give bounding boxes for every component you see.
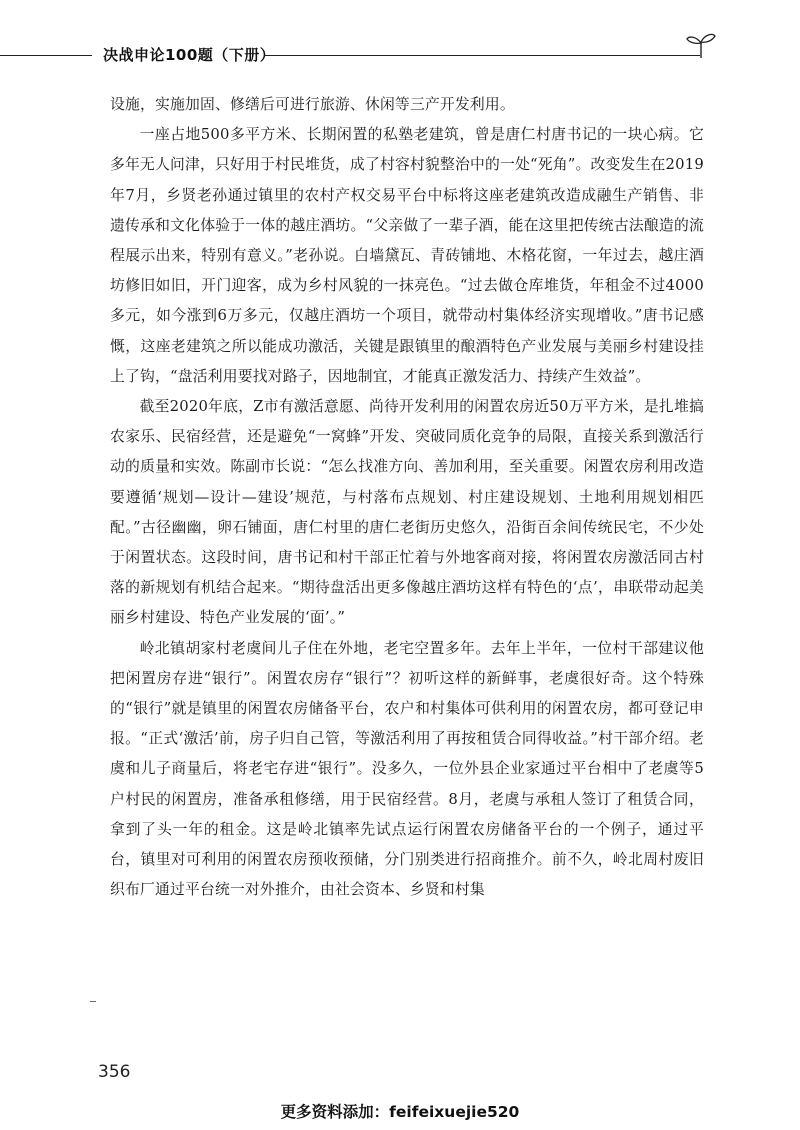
paragraph-3: 截至2020年底，Z市有激活意愿、尚待开发利用的闲置农房近50万平方米，是扎堆搞农家乐、民宿经营，还是避免“一窝蜂”开发、突破同质化竞争的局限，直接关系到激活行动的质量和实效。陈副市长说：“怎么找准方向、善加利用，至关重要。闲置农房利用改造要遵循‘规划—设计—建设’规范，与村落布点规划、村庄建设规划、土地利用规划相匹配。”古径幽幽，卵石铺面，唐仁村里的唐仁老街历史悠久，沿街百余间传统民宅，不少处于闲置状态。这段时间，唐书记和村干部正忙着与外地客商对接，将闲置农房激活同古村落的新规划有机结合起来。“期待盘活出更多像越庄酒坊这样有特色的‘点’，串联带动起美丽乡村建设、特色产业发展的‘面’。” (110, 398, 704, 627)
running-header (0, 36, 800, 76)
paragraph-4: 岭北镇胡家村老虞间儿子住在外地，老宅空置多年。去年上半年，一位村干部建议他把闲置房存进“银行”。闲置农房存“银行”？初听这样的新鲜事，老虞很好奇。这个特殊的“银行”就是镇里的闲置农房储备平台，农户和村集体可供利用的闲置农房，都可登记申报。“正式‘激活’前，房子归自己管，等激活利用了再按租赁合同得收益。”村干部介绍。老虞和儿子商量后，将老宅存进“银行”。没多久，一位外县企业家通过平台相中了老虞等5户村民的闲置房，准备承租修缮，用于民宿经营。8月，老虞与承租人签订了租赁合同，拿到了头一年的租金。这是岭北镇率先试点运行闲置农房储备平台的一个例子，通过平台，镇里对可利用的闲置农房预收预储，分门别类进行招商推介。前不久，岭北周村废旧织布厂通过平台统一对外推介，由社会资本、乡贤和村集 (110, 639, 704, 899)
header-rule-right (264, 55, 700, 56)
paragraph-2: 一座占地500多平方米、长期闲置的私塾老建筑，曾是唐仁村唐书记的一块心病。它多年无人问津，只好用于村民堆货，成了村容村貌整治中的一处“死角”。改变发生在2019年7月，乡贤老孙通过镇里的农村产权交易平台中标将这座老建筑改造成融生产销售、非遗传承和文化体验于一体的越庄酒坊。“父亲做了一辈子酒，能在这里把传统古法酿造的流程展示出来，特别有意义。”老孙说。白墙黛瓦、青砖铺地、木格花窗，一年过去，越庄酒坊修旧如旧，开门迎客，成为乡村风貌的一抹亮色。“过去做仓库堆货，年租金不过4000多元，如今涨到6万多元，仅越庄酒坊一个项目，就带动村集体经济实现增收。”唐书记感慨，这座老建筑之所以能成功激活，关键是跟镇里的酿酒特色产业发展与美丽乡村建设挂上了钩，“盘活利用要找对路子，因地制宜，才能真正激发活力、持续产生效益”。 (110, 126, 704, 385)
margin-mark (90, 1001, 96, 1002)
header-rule-left (0, 55, 92, 56)
footer-note: 更多资料添加：feifeixuejie520 (280, 1103, 520, 1121)
sprout-icon (684, 30, 718, 60)
book-title: 决战申论100题（下册） (103, 46, 276, 64)
article-body (110, 90, 704, 905)
paragraph-1: 设施，实施加固、修缮后可进行旅游、休闲等三产开发利用。 (110, 96, 515, 113)
page-number: 356 (98, 1062, 131, 1082)
